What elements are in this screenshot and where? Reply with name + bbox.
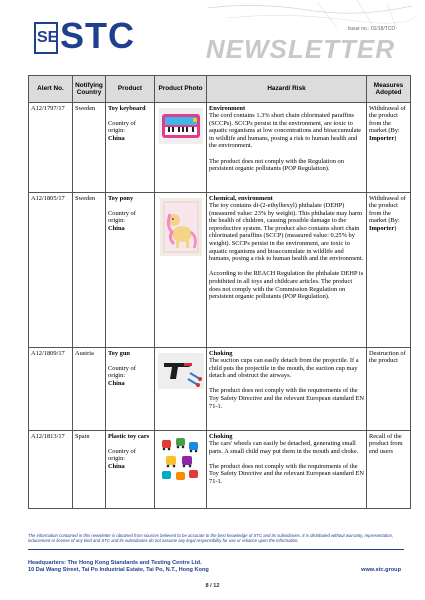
toy-cars-image: [158, 436, 204, 484]
logo-text: STC: [60, 15, 135, 56]
measures-text: Destruction of the product: [369, 349, 406, 365]
hazard-text: The suction cups can easily detach from the projectile. If a child puts the projectile in the mouth, the suction cup may detach and obstruct the airways.: [209, 357, 359, 380]
alert-no: A12/1805/17: [29, 193, 73, 348]
product-name: Toy gun: [108, 349, 130, 357]
hazard-text: The cars' wheels can easily be detached, generating small parts. A small child may put them in the mouth and choke.: [209, 440, 359, 455]
hazard-title: Environment: [209, 104, 246, 112]
toy-pony-image: [160, 198, 202, 256]
product: [106, 348, 155, 431]
origin: China: [108, 462, 125, 470]
country: Sweden: [73, 103, 106, 193]
product-name: Toy keyboard: [108, 104, 146, 112]
country: Spain: [73, 431, 106, 509]
measures-text: Withdrawal of the product from the market (By:: [369, 194, 406, 225]
measures-text: Withdrawal of the product from the market (By:: [369, 104, 406, 135]
country: Austria: [73, 348, 106, 431]
measures-adopted: [367, 348, 411, 431]
measures-adopted: [367, 103, 411, 193]
logo-icon: [34, 22, 58, 54]
col-product: Product: [106, 76, 155, 103]
product: [106, 431, 155, 509]
newsletter-title: NEWSLETTER: [205, 34, 395, 64]
country: Sweden: [73, 193, 106, 348]
product-photo: [155, 348, 207, 431]
table-row: [29, 431, 411, 509]
product-name: Plastic toy cars: [108, 432, 150, 440]
table-header-row: [29, 76, 411, 103]
origin-label: Country of origin:: [108, 119, 136, 135]
hq-line-2: 10 Dai Wang Street, Tai Po Industrial Estate, Tai Po, N.T., Hong Kong: [28, 567, 209, 573]
col-country: Notifying Country: [73, 76, 106, 103]
headquarters: [28, 560, 209, 574]
origin-label: Country of origin:: [108, 447, 136, 463]
measures-end: ): [394, 134, 397, 142]
footer-divider: [28, 549, 404, 550]
disclaimer: The information contained in this newsletter is obtained from sources believed to be accurate to the best knowledge of STC and its subsidiaries. It is distributed without warranty, representation, inducement or license of any kind and STC and its subsidiaries do not assume any legal responsibility for use or reliance upon the information.: [28, 533, 394, 544]
measures-by: Importer: [369, 224, 395, 232]
product: [106, 193, 155, 348]
hazard-compliance: According to the REACH Regulation the phthalate DEHP is prohibited in all toys and childcare articles. The product does not comply with the Commission Regulation on persistent organic pollutants (POP Regulation).: [209, 270, 364, 301]
hazard-risk: [207, 431, 367, 509]
logo-mark: SE: [37, 29, 59, 46]
measures-by: Importer: [369, 134, 395, 142]
measures-end: ): [394, 224, 397, 232]
toy-keyboard-image: [159, 108, 203, 144]
alert-no: A12/1809/17: [29, 348, 73, 431]
hazard-compliance: The product does not comply with the requirements of the Toy Safety Directive and the relevant European standard EN 71-1.: [209, 462, 364, 486]
product-photo: [155, 103, 207, 193]
product-photo: [155, 193, 207, 348]
hazard-title: Chemical, environment: [209, 194, 273, 202]
hazard-risk: [207, 103, 367, 193]
product-photo: [155, 431, 207, 509]
col-photo: Product Photo: [155, 76, 207, 103]
product-name: Toy pony: [108, 194, 134, 202]
measures-adopted: [367, 431, 411, 509]
page-number: 8 / 12: [205, 583, 220, 589]
table-row: [29, 193, 411, 348]
alert-no: A12/1797/17: [29, 103, 73, 193]
header: [0, 0, 425, 70]
col-alert-no: Alert No.: [29, 76, 73, 103]
col-hazard: Hazard/ Risk: [207, 76, 367, 103]
hazard-title: Choking: [209, 349, 233, 357]
hazard-compliance: The product does not comply with the Regulation on persistent organic pollutants (POP Regulation).: [209, 157, 344, 173]
hazard-title: Choking: [209, 432, 233, 440]
website-link[interactable]: www.stc.group: [361, 567, 401, 573]
origin: China: [108, 224, 125, 232]
hazard-text: The cord contains 1.3% short chain chlorinated paraffins (SCCPs). SCCPs persist in the environment, are toxic to aquatic organisms at low concentrations and bioaccumulate in wildlife and humans, posing a risk to human health and the environment.: [209, 112, 362, 150]
hazard-risk: [207, 348, 367, 431]
hq-line-1: Headquarters: The Hong Kong Standards and Testing Centre Ltd.: [28, 560, 202, 566]
hazard-compliance: The product does not comply with the requirements of the Toy Safety Directive and the relevant European standard EN 71-1.: [209, 387, 364, 410]
alerts-table: [28, 75, 411, 509]
product: [106, 103, 155, 193]
origin: China: [108, 379, 125, 387]
measures-adopted: [367, 193, 411, 348]
origin-label: Country of origin:: [108, 364, 136, 380]
toy-gun-image: [158, 353, 204, 389]
table-row: [29, 103, 411, 193]
hazard-risk: [207, 193, 367, 348]
table-row: [29, 348, 411, 431]
measures-text: Recall of the product from end users: [369, 432, 403, 455]
origin: China: [108, 134, 125, 142]
alert-no: A12/1813/17: [29, 431, 73, 509]
hazard-text: The toy contains di-(2-ethylhexyl) phthalate (DEHP) (measured value: 23% by weight). This phthalate may harm the health of children, causing possible damage to the reproductive system. The product also contains short chain chlorinated paraffins (SCCP) (measured value: 0.25% by weight). SCCPs persist in the environment, are toxic to aquatic organisms and bioaccumulate in wildlife and humans, posing a risk to human health and the environment.: [209, 202, 364, 263]
origin-label: Country of origin:: [108, 209, 136, 225]
issue-number: Issue no.: 01/18/TCD: [347, 26, 395, 32]
col-measures: Measures Adopted: [367, 76, 411, 103]
